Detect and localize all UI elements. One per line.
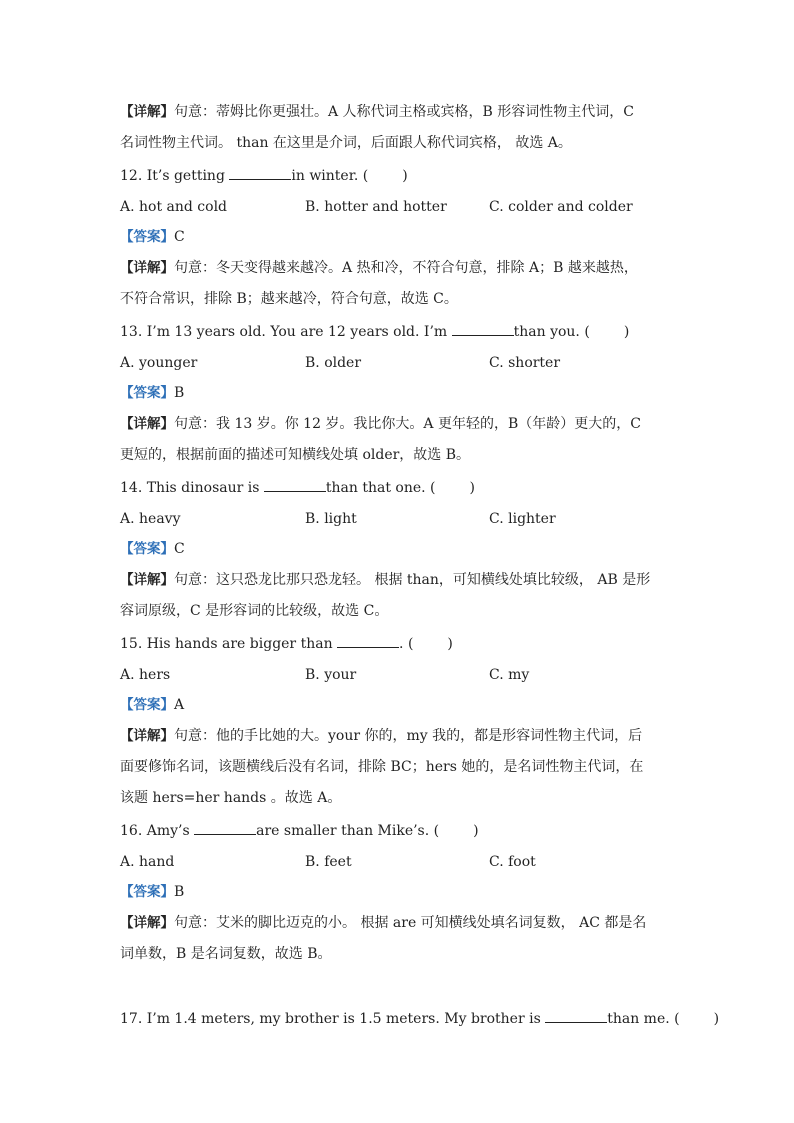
answer-tag: 【答案】 — [120, 884, 174, 900]
option-a: A. heavy — [120, 511, 181, 527]
question-text: 12. It’s getting — [120, 168, 230, 184]
option-b: B. older — [305, 355, 362, 371]
answer-value: C — [174, 229, 185, 245]
detail-tag: 【详解】 — [120, 260, 174, 276]
question-16 — [120, 820, 479, 841]
answer-line — [120, 695, 184, 715]
answer-line — [120, 383, 184, 403]
detail-line — [120, 570, 650, 590]
option-c: C. shorter — [489, 355, 561, 371]
answer-value: B — [174, 884, 185, 900]
paren-close: ) — [473, 823, 479, 839]
answer-tag: 【答案】 — [120, 229, 174, 245]
question-17 — [120, 1008, 719, 1029]
option-c: C. my — [489, 667, 530, 683]
detail-text: 容词原级，C 是形容词的比较级，故选 C。 — [120, 603, 389, 619]
detail-text: 句意：冬天变得越来越冷。A 热和冷，不符合句意，排除 A；B 越来越热， — [174, 260, 638, 276]
paren-close: ) — [623, 324, 630, 340]
detail-line — [120, 944, 331, 964]
answer-value: C — [174, 541, 185, 557]
answer-blank — [337, 633, 399, 648]
paren-close: ) — [713, 1011, 720, 1027]
question-text-after: than that one. ( — [325, 480, 436, 496]
detail-line — [120, 289, 458, 309]
detail-text: 面要修饰名词，该题横线后没有名词，排除 BC；hers 她的，是名词性物主代词，在 — [120, 759, 644, 775]
answer-line — [120, 882, 184, 902]
detail-text: 不符合常识，排除 B；越来越冷，符合句意，故选 C。 — [120, 291, 458, 307]
detail-line — [120, 258, 638, 278]
detail-line — [120, 726, 642, 746]
detail-text: 句意：艾米的脚比迈克的小。 根据 are 可知横线处填名词复数， AC 都是名 — [174, 915, 647, 931]
option-b: B. light — [305, 511, 357, 527]
answer-line — [120, 539, 185, 559]
detail-text: 句意：我 13 岁。你 12 岁。我比你大。A 更年轻的，B（年龄）更大的，C — [174, 416, 641, 432]
answer-blank — [264, 477, 326, 492]
detail-tag: 【详解】 — [120, 416, 174, 432]
paren-close: ) — [447, 636, 453, 652]
question-12 — [120, 165, 408, 186]
answer-tag: 【答案】 — [120, 541, 174, 557]
answer-line — [120, 227, 185, 247]
detail-line — [120, 788, 341, 808]
answer-blank — [545, 1008, 607, 1023]
answer-tag: 【答案】 — [120, 697, 174, 713]
question-text: 14. This dinosaur is — [120, 480, 264, 496]
option-c: C. lighter — [489, 511, 556, 527]
question-14 — [120, 477, 475, 498]
option-b: B. feet — [305, 854, 352, 870]
question-text-after: . ( — [399, 636, 414, 652]
option-a: A. younger — [120, 355, 198, 371]
option-b: B. your — [305, 667, 357, 683]
detail-line — [120, 913, 646, 933]
answer-blank — [229, 165, 291, 180]
question-text: 16. Amy’s — [120, 823, 195, 839]
detail-text: 该题 hers=her hands 。故选 A。 — [120, 790, 342, 806]
answer-value: A — [174, 697, 185, 713]
detail-text: 句意：蒂姆比你更强壮。A 人称代词主格或宾格，B 形容词性物主代词，C — [174, 104, 635, 120]
detail-tag: 【详解】 — [120, 915, 174, 931]
detail-tag: 【详解】 — [120, 104, 174, 120]
detail-text: 更短的，根据前面的描述可知横线处填 older，故选 B。 — [120, 447, 471, 463]
detail-line — [120, 414, 641, 434]
detail-line — [120, 102, 634, 122]
detail-line — [120, 133, 572, 153]
detail-text: 词单数，B 是名词复数，故选 B。 — [120, 946, 332, 962]
option-c: C. colder and colder — [489, 199, 633, 215]
question-text-after: than you. ( — [513, 324, 590, 340]
question-text: 15. His hands are bigger than — [120, 636, 338, 652]
detail-line — [120, 601, 388, 621]
answer-value: B — [174, 385, 185, 401]
question-text-after: than me. ( — [607, 1011, 680, 1027]
question-text-after: in winter. ( — [291, 168, 369, 184]
option-c: C. foot — [489, 854, 536, 870]
question-text: 13. I’m 13 years old. You are 12 years old. I’m — [120, 324, 452, 340]
detail-text: 句意：这只恐龙比那只恐龙轻。 根据 than，可知横线处填比较级， AB 是形 — [174, 572, 651, 588]
option-a: A. hot and cold — [120, 199, 228, 215]
question-text-after: are smaller than Mike’s. ( — [256, 823, 440, 839]
detail-line — [120, 757, 643, 777]
paren-close: ) — [402, 168, 408, 184]
detail-tag: 【详解】 — [120, 572, 174, 588]
answer-tag: 【答案】 — [120, 385, 174, 401]
answer-blank — [194, 820, 256, 835]
question-15 — [120, 633, 453, 654]
detail-text: 句意：他的手比她的大。your 你的，my 我的，都是形容词性物主代词，后 — [174, 728, 643, 744]
detail-text: 名词性物主代词。 than 在这里是介词，后面跟人称代词宾格， 故选 A。 — [120, 135, 572, 151]
option-a: A. hers — [120, 667, 171, 683]
question-13 — [120, 321, 629, 342]
detail-tag: 【详解】 — [120, 728, 174, 744]
option-a: A. hand — [120, 854, 175, 870]
answer-blank — [452, 321, 514, 336]
option-b: B. hotter and hotter — [305, 199, 447, 215]
paren-close: ) — [469, 480, 475, 496]
question-text: 17. I’m 1.4 meters, my brother is 1.5 meters. My brother is — [120, 1011, 546, 1027]
detail-line — [120, 445, 470, 465]
